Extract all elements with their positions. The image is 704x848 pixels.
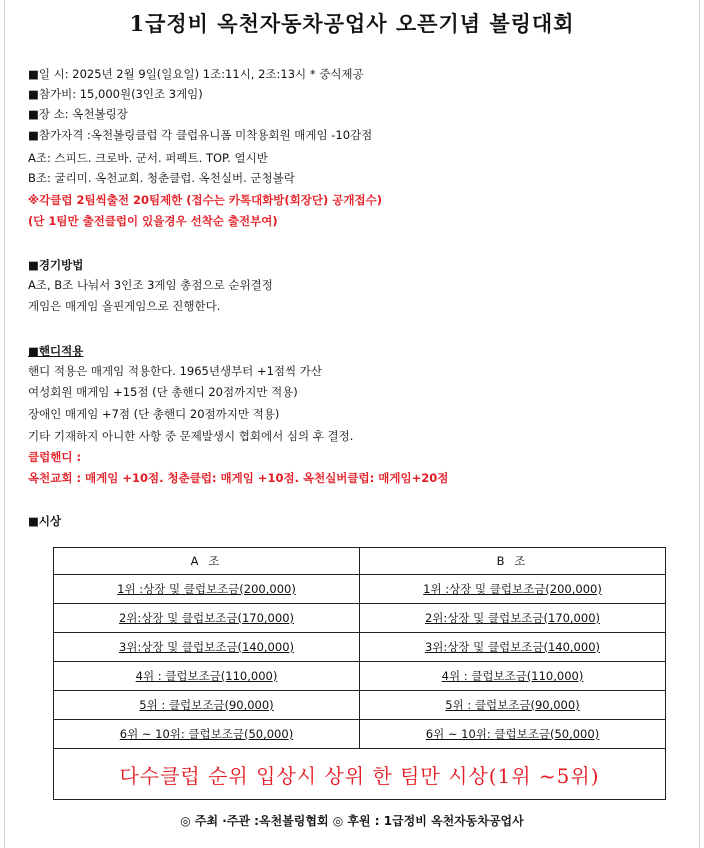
prize-row bbox=[54, 604, 666, 633]
page-left-edge bbox=[4, 0, 5, 848]
prize-cell-a: 2위:상장 및 클럽보조금(170,000) bbox=[54, 604, 360, 633]
prize-row bbox=[54, 691, 666, 720]
club-handicap-heading: 클럽핸디 : bbox=[28, 450, 82, 464]
prize-column-a: A 조 bbox=[54, 548, 360, 575]
document-title: 1급정비 옥천자동차공업사 오픈기념 볼링대회 bbox=[129, 11, 575, 36]
method-line: A조, B조 나눠서 3인조 3게임 총점으로 순위결정 bbox=[28, 278, 273, 292]
prize-cell-a: 1위 :상장 및 클럽보조금(200,000) bbox=[54, 575, 360, 604]
handicap-heading: ■핸디적용 bbox=[28, 344, 84, 358]
prize-heading: ■시상 bbox=[28, 514, 62, 528]
prize-cell-a: 6위 ~ 10위: 클럽보조금(50,000) bbox=[54, 720, 360, 749]
method-line: 게임은 매게임 올핀게임으로 진행한다. bbox=[28, 299, 221, 313]
prize-row bbox=[54, 720, 666, 749]
prize-cell-a: 4위 : 클럽보조금(110,000) bbox=[54, 662, 360, 691]
notice-entry-limit: ※각클럽 2팀씩출전 20팀제한 (접수는 카톡대화방(회장단) 공개접수) bbox=[28, 193, 382, 207]
prize-cell-b: 4위 : 클럽보조금(110,000) bbox=[359, 662, 665, 691]
prize-cell-b: 6위 ~ 10위: 클럽보조금(50,000) bbox=[359, 720, 665, 749]
footer-organizers: ◎ 주최 ·주관 :옥천볼링협회 ◎ 후원 : 1급정비 옥천자동차공업사 bbox=[180, 814, 524, 828]
prize-cell-b: 2위:상장 및 클럽보조금(170,000) bbox=[359, 604, 665, 633]
handicap-line: 여성회원 매게임 +15점 (단 총핸디 20점까지만 적용) bbox=[28, 385, 298, 399]
handicap-line: 장애인 매게임 +7점 (단 총핸디 20점까지만 적용) bbox=[28, 407, 280, 421]
info-eligibility: ■참가자격 :옥천볼링클럽 각 클럽유니폼 미착용회원 매게임 -10감점 bbox=[28, 128, 373, 142]
prize-column-b: B 조 bbox=[359, 548, 665, 575]
prize-row bbox=[54, 633, 666, 662]
info-date: ■일 시: 2025년 2월 9일(일요일) 1조:11시, 2조:13시 * 중식제공 bbox=[28, 67, 364, 81]
notice-first-come: (단 1팀만 출전클럽이 있을경우 선착순 출전부여) bbox=[28, 214, 278, 228]
info-group-a: A조: 스피드. 크로바. 군서. 퍼펙트. TOP. 열시반 bbox=[28, 151, 268, 165]
prize-notice-row bbox=[54, 749, 666, 800]
handicap-line: 기타 기재하지 아니한 사항 중 문제발생시 협회에서 심의 후 결정. bbox=[28, 429, 354, 443]
prize-notice: 다수클럽 순위 입상시 상위 한 팀만 시상(1위 ~5위) bbox=[54, 749, 666, 800]
prize-cell-a: 5위 : 클럽보조금(90,000) bbox=[54, 691, 360, 720]
page-right-edge bbox=[699, 0, 700, 848]
prize-cell-a: 3위:상장 및 클럽보조금(140,000) bbox=[54, 633, 360, 662]
club-handicap-line: 옥천교회 : 매게임 +10점. 청춘클럽: 매게임 +10점. 옥천실버클럽: 매게임+20점 bbox=[28, 471, 449, 485]
info-venue: ■장 소: 옥천볼링장 bbox=[28, 107, 128, 121]
prize-table bbox=[53, 547, 666, 800]
method-heading: ■경기방법 bbox=[28, 258, 84, 272]
info-group-b: B조: 굴리미. 옥천교회. 청춘클럽. 옥천실버. 군청볼락 bbox=[28, 171, 295, 185]
handicap-line: 핸디 적용은 매게임 적용한다. 1965년생부터 +1점씩 가산 bbox=[28, 364, 322, 378]
prize-header-row bbox=[54, 548, 666, 575]
prize-row bbox=[54, 662, 666, 691]
info-fee: ■참가비: 15,000원(3인조 3게임) bbox=[28, 87, 203, 101]
prize-row bbox=[54, 575, 666, 604]
prize-cell-b: 3위:상장 및 클럽보조금(140,000) bbox=[359, 633, 665, 662]
prize-cell-b: 1위 :상장 및 클럽보조금(200,000) bbox=[359, 575, 665, 604]
prize-cell-b: 5위 : 클럽보조금(90,000) bbox=[359, 691, 665, 720]
